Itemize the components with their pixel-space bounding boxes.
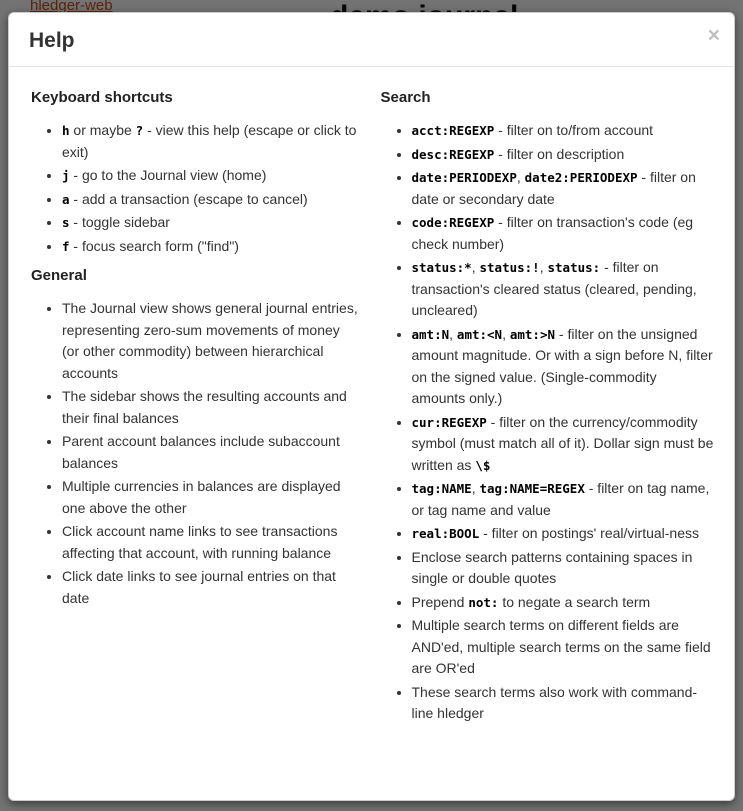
help-item: • Multiple currencies in balances are displayed one above the other: [62, 476, 359, 519]
code-term: amt:<N: [456, 326, 503, 342]
help-item: • The sidebar shows the resulting accounts and their final balances: [62, 386, 359, 429]
code-term: tag:NAME: [411, 481, 472, 496]
code-term: desc:REGEXP: [411, 146, 495, 162]
help-list: [31, 120, 359, 257]
code-term: ?: [135, 123, 144, 138]
code-term: status:!: [479, 260, 540, 275]
help-item: • real:BOOL - filter on postings' real/virtual-ness: [412, 523, 715, 545]
code-term: acct:REGEXP: [411, 123, 495, 138]
help-modal: [8, 12, 735, 801]
code-term: amt:N: [411, 326, 450, 342]
code-term: f: [62, 238, 70, 254]
help-item: • s - toggle sidebar: [62, 212, 359, 234]
modal-header: [9, 13, 734, 67]
modal-title: Help: [29, 29, 75, 52]
help-item: • cur:REGEXP - filter on the currency/commodity symbol (must match all of it). Dollar sign must be written as \$: [412, 412, 715, 477]
code-term: amt:>N: [509, 326, 556, 342]
code-term: status:*: [411, 260, 472, 275]
code-term: code:REGEXP: [411, 215, 495, 230]
help-list: [381, 120, 715, 725]
code-term: a: [62, 191, 70, 207]
code-term: cur:REGEXP: [411, 414, 487, 430]
code-term: \$: [475, 457, 491, 473]
help-item: • Parent account balances include subaccount balances: [62, 431, 359, 474]
code-term: date:PERIODEXP: [411, 170, 517, 185]
help-item: • amt:N, amt:<N, amt:>N - filter on the unsigned amount magnitude. Or with a sign before N, filter on the signed value. (Single-commodity amounts only.): [412, 324, 715, 410]
section-heading: Keyboard shortcuts: [31, 89, 173, 106]
help-item: • Click account name links to see transactions affecting that account, with running balance: [62, 521, 359, 564]
code-term: real:BOOL: [411, 526, 480, 541]
help-item: • j - go to the Journal view (home): [62, 165, 359, 187]
help-right-column: [373, 83, 715, 735]
code-term: s: [62, 215, 70, 230]
code-term: h: [62, 123, 70, 138]
code-term: tag:NAME=REGEX: [479, 481, 585, 496]
help-item: • desc:REGEXP - filter on description: [412, 144, 715, 166]
help-item: • tag:NAME, tag:NAME=REGEX - filter on tag name, or tag name and value: [412, 478, 715, 521]
help-item: • status:*, status:!, status: - filter on transaction's cleared status (cleared, pending, uncleared): [412, 257, 715, 322]
help-item: • These search terms also work with command-line hledger: [412, 682, 715, 725]
help-item: • date:PERIODEXP, date2:PERIODEXP - filter on date or secondary date: [412, 167, 715, 210]
help-item: • a - add a transaction (escape to cancel): [62, 189, 359, 211]
code-term: not:: [468, 594, 499, 610]
help-left-column: [31, 83, 373, 735]
help-item: • h or maybe ? - view this help (escape or click to exit): [62, 120, 359, 163]
help-item: • The Journal view shows general journal entries, representing zero-sum movements of money (or other commodity) between hierarchical accounts: [62, 298, 359, 384]
close-icon[interactable]: ×: [707, 24, 720, 47]
section-heading: General: [31, 267, 87, 284]
section-heading: Search: [380, 89, 431, 106]
modal-body: [9, 67, 734, 750]
code-term: date2:PERIODEXP: [524, 170, 638, 185]
help-item: • Prepend not: to negate a search term: [412, 592, 715, 614]
help-item: • acct:REGEXP - filter on to/from account: [412, 120, 715, 142]
help-item: • f - focus search form ("find"): [62, 236, 359, 258]
help-item: • Enclose search patterns containing spaces in single or double quotes: [412, 547, 715, 590]
help-item: • code:REGEXP - filter on transaction's code (eg check number): [412, 212, 715, 255]
code-term: j: [62, 168, 70, 183]
code-term: status:: [547, 260, 601, 275]
help-item: • Multiple search terms on different fields are AND'ed, multiple search terms on the same field are OR'ed: [412, 615, 715, 680]
help-list: [31, 298, 359, 609]
help-item: • Click date links to see journal entries on that date: [62, 566, 359, 609]
